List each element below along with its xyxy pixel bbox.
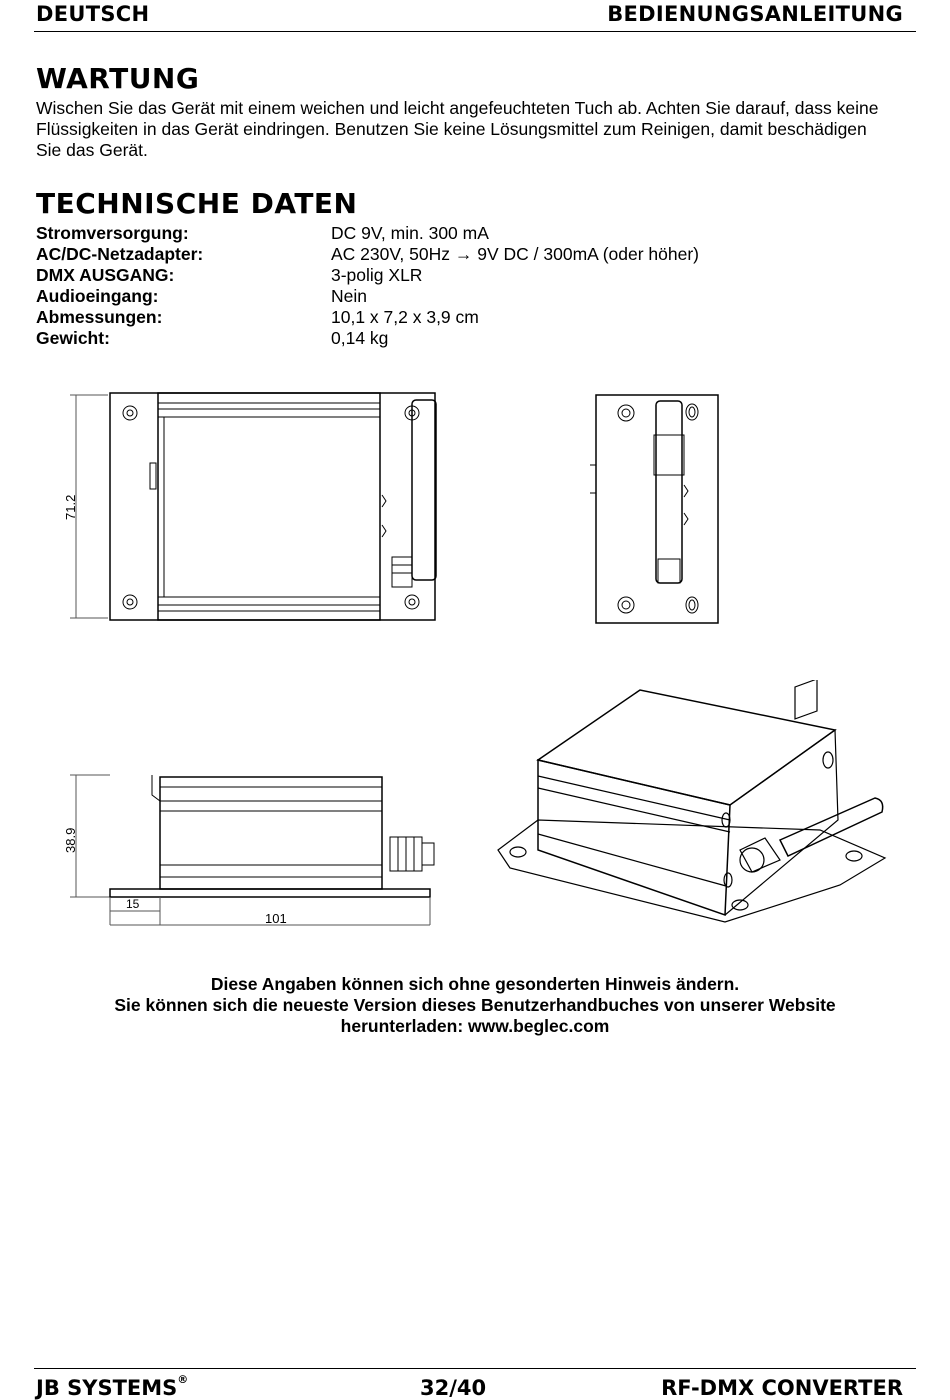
footer-brand bbox=[36, 1373, 189, 1400]
spec-value: 3-polig XLR bbox=[331, 265, 423, 285]
notice-line1: Diese Angaben können sich ohne gesonderten Hinweis ändern. bbox=[210, 974, 740, 994]
specs-title: TECHNISCHE DATEN bbox=[36, 187, 358, 220]
spec-label: Audioeingang: bbox=[36, 286, 159, 306]
spec-value: 10,1 x 7,2 x 3,9 cm bbox=[331, 307, 479, 327]
maintenance-title: WARTUNG bbox=[36, 62, 200, 95]
spec-label: Stromversorgung: bbox=[36, 223, 189, 243]
spec-label: Abmessungen: bbox=[36, 307, 163, 327]
drawing-side-view bbox=[60, 765, 455, 935]
footer-product: RF-DMX CONVERTER bbox=[661, 1376, 903, 1400]
dim-height-side: 38.9 bbox=[63, 827, 78, 853]
trademark-symbol: ® bbox=[177, 1373, 189, 1386]
drawing-top-view bbox=[60, 385, 450, 630]
spec-row bbox=[36, 328, 699, 349]
spec-row bbox=[36, 286, 699, 307]
spec-value: AC 230V, 50Hz → 9V DC / 300mA (oder höher) bbox=[331, 244, 700, 264]
footer-brand-name: JB SYSTEMS bbox=[36, 1376, 178, 1400]
header-language: DEUTSCH bbox=[36, 2, 150, 26]
specs-table bbox=[36, 223, 699, 349]
notice bbox=[0, 974, 950, 1037]
header-rule bbox=[34, 31, 916, 32]
maintenance-text: Wischen Sie das Gerät mit einem weichen und leicht angefeuchteten Tuch ab. Achten Sie darauf, dass keine Flüssigkeiten in das Gerät eindringen. Benutzen Sie keine Lösungsmittel zum Reinigen, damit beschädigen Sie das Gerät. bbox=[36, 98, 879, 160]
spec-label: DMX AUSGANG: bbox=[36, 265, 175, 285]
spec-label: Gewicht: bbox=[36, 328, 110, 348]
notice-line2: Sie können sich die neueste Version dieses Benutzerhandbuches von unserer Website bbox=[114, 995, 836, 1015]
header-doc-type: BEDIENUNGSANLEITUNG bbox=[607, 2, 903, 26]
spec-row bbox=[36, 265, 699, 286]
footer-rule bbox=[34, 1368, 916, 1369]
dim-length: 101 bbox=[265, 911, 287, 926]
spec-row bbox=[36, 223, 699, 244]
footer-page-number: 32/40 bbox=[420, 1376, 487, 1400]
spec-row bbox=[36, 307, 699, 328]
notice-line3: herunterladen: www.beglec.com bbox=[340, 1016, 610, 1036]
drawing-end-view bbox=[580, 385, 730, 630]
spec-value: Nein bbox=[331, 286, 367, 306]
spec-label: AC/DC-Netzadapter: bbox=[36, 244, 204, 264]
spec-value: 0,14 kg bbox=[331, 328, 389, 348]
dim-height-top: 71.2 bbox=[63, 494, 78, 520]
dim-flange: 15 bbox=[126, 897, 140, 911]
drawing-perspective-view bbox=[490, 680, 900, 930]
spec-value: DC 9V, min. 300 mA bbox=[331, 223, 489, 243]
spec-row bbox=[36, 244, 699, 265]
